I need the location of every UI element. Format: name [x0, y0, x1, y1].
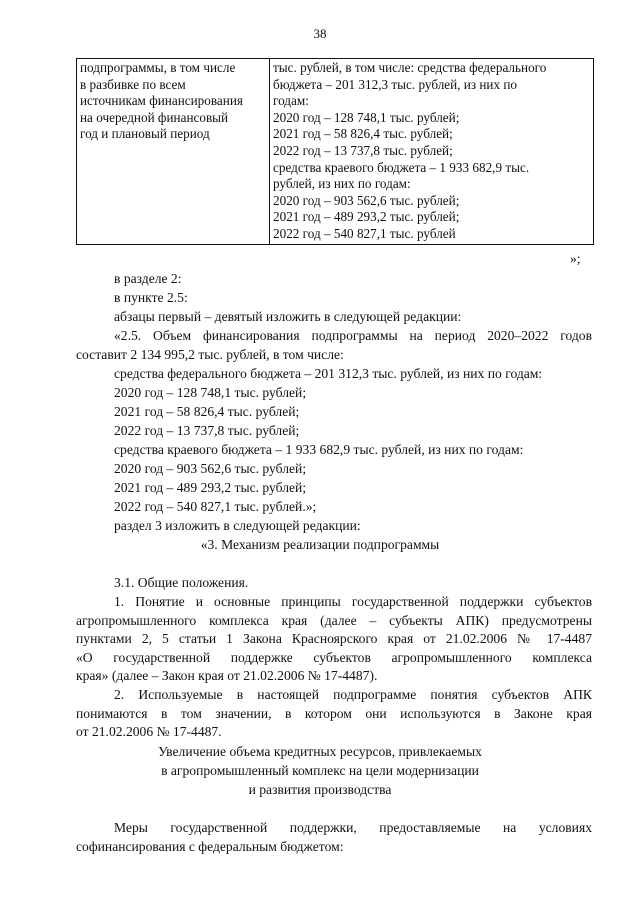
text-line: «О государственной поддержке субъектов агропромышленного комплекса [76, 649, 592, 665]
financing-table [76, 58, 594, 245]
table-label-line: в разбивке по всем [80, 76, 186, 92]
text-line: Меры государственной поддержки, предоставляемые на условиях [114, 820, 592, 835]
section-line: абзацы первый – девятый изложить в следующей редакции: [114, 309, 462, 324]
item-2-5-first [114, 327, 592, 346]
text-line: «2.5. Объем финансирования подпрограммы на период 2020–2022 годов [114, 328, 592, 343]
finance-line: 2020 год – 903 562,6 тыс. рублей; [114, 461, 307, 476]
table-value-line: 2021 год – 58 826,4 тыс. рублей; [273, 126, 453, 142]
table-value-line: 2022 год – 13 737,8 тыс. рублей; [273, 142, 453, 158]
finance-line: 2022 год – 540 827,1 тыс. рублей.»; [114, 499, 317, 514]
finance-line: средства краевого бюджета – 1 933 682,9 тыс. рублей, из них по годам: [114, 442, 524, 457]
text-line: 1. Понятие и основные принципы государственной поддержки субъектов [114, 594, 592, 609]
text-line: понимаются в том значении, в котором они используются в Законе края [76, 705, 592, 721]
finance-line: 2020 год – 128 748,1 тыс. рублей; [114, 385, 307, 400]
text-line: края» (далее – Закон края от 21.02.2006 № 17-4487). [76, 668, 378, 684]
table-cell-value [270, 59, 594, 245]
table-value-line: 2022 год – 540 827,1 тыс. рублей [273, 225, 456, 241]
paragraph-2 [76, 686, 592, 742]
table-label-line: подпрограммы, в том числе [80, 60, 236, 75]
finance-line: 2021 год – 58 826,4 тыс. рублей; [114, 404, 300, 419]
finance-line: средства федерального бюджета – 201 312,3 тыс. рублей, из них по годам: [114, 366, 543, 381]
credit-heading-line: Увеличение объема кредитных ресурсов, привлекаемых [158, 744, 482, 759]
table-value-line: 2020 год – 128 748,1 тыс. рублей; [273, 109, 460, 125]
text-line: пунктами 2, 5 статьи 1 Закона Красноярского края от 21.02.2006 № 17-4487 [76, 631, 592, 647]
general-heading: 3.1. Общие положения. [114, 575, 249, 590]
credit-heading-line: в агропромышленный комплекс на цели модернизации [161, 763, 479, 778]
table-label-line: источникам финансирования [80, 93, 243, 109]
item-2-5-second: составит 2 134 995,2 тыс. рублей, в том числе: [76, 347, 344, 362]
page-number: 38 [313, 26, 327, 41]
table-cell-label [77, 59, 270, 245]
table-label-line: на очередной финансовый [80, 109, 229, 125]
finance-line: раздел 3 изложить в следующей редакции: [114, 518, 361, 533]
paragraph-1 [76, 593, 592, 686]
table-value-line: средства краевого бюджета – 1 933 682,9 тыс. [273, 159, 530, 175]
finance-line: 2022 год – 13 737,8 тыс. рублей; [114, 423, 300, 438]
table-value-line: 2021 год – 489 293,2 тыс. рублей; [273, 209, 460, 225]
table-label-line: год и плановый период [80, 126, 210, 142]
table-value-line: тыс. рублей, в том числе: средства федерального [273, 60, 547, 75]
table-value-line: годам: [273, 93, 309, 109]
table-value-line: рублей, из них по годам: [273, 176, 411, 192]
text-line: от 21.02.2006 № 17-4487. [76, 724, 222, 740]
table-row [77, 59, 594, 245]
text-line: агропромышленного комплекса края (далее – субъекты АПК) предусмотрены [76, 612, 592, 628]
section3-title: «3. Механизм реализации подпрограммы [200, 537, 440, 552]
credit-heading-line: и развития производства [248, 782, 392, 797]
table-value-line: бюджета – 201 312,3 тыс. рублей, из них по [273, 76, 517, 92]
text-line: софинансирования с федеральным бюджетом: [76, 838, 344, 854]
measures-paragraph [76, 819, 592, 856]
closing-quote: »; [570, 251, 581, 266]
section-line: в разделе 2: [114, 271, 182, 286]
text-line: 2. Используемые в настоящей подпрограмме понятия субъектов АПК [114, 687, 592, 702]
table-value-line: 2020 год – 903 562,6 тыс. рублей; [273, 192, 460, 208]
section-line: в пункте 2.5: [114, 290, 188, 305]
finance-line: 2021 год – 489 293,2 тыс. рублей; [114, 480, 307, 495]
